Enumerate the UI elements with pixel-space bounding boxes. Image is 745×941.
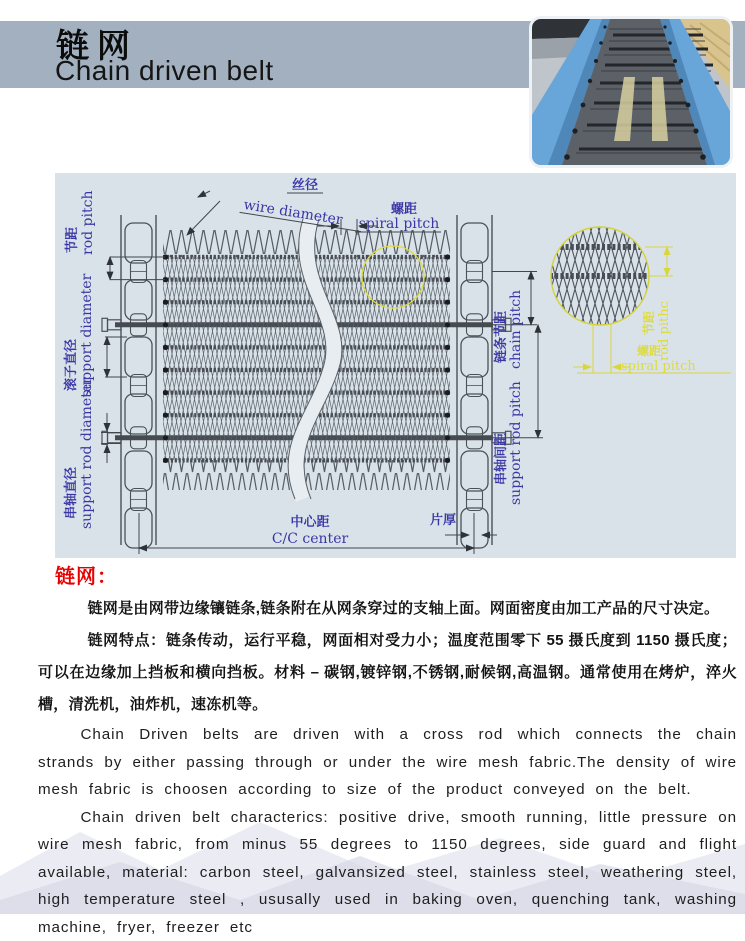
svg-text:support rod pitch: support rod pitch	[508, 381, 524, 505]
svg-text:C/C center: C/C center	[272, 531, 349, 547]
svg-text:chain pitch: chain pitch	[508, 290, 524, 369]
svg-text:串轴间距: 串轴间距	[493, 433, 509, 485]
paragraph-en-2: Chain driven belt characterics: positive drive, smooth running, little pressure on wire mesh fabric, from minus 55 degrees to 1150 degrees, side guard and flight available, material: carbon steel, galvansized steel, stainless steel, weathering steel, high temperature steel , ususally used in baking oven, quenching tank, washing machine, fryer, freezer etc	[38, 804, 737, 941]
svg-text:滚子直径: 滚子直径	[63, 339, 79, 391]
dim-support-rod-diameter	[63, 377, 121, 529]
dim-support-diameter	[63, 273, 127, 397]
svg-text:rod pitch: rod pitch	[80, 191, 96, 255]
conveyor-photo-art	[532, 19, 730, 165]
svg-text:rod pithc: rod pithc	[657, 301, 672, 361]
svg-text:链条节距: 链条节距	[493, 311, 509, 363]
svg-text:节距: 节距	[64, 227, 80, 253]
section-heading: 链网：	[55, 560, 737, 589]
technical-drawing	[55, 173, 736, 558]
svg-text:spiral pitch: spiral pitch	[359, 216, 440, 232]
svg-text:螺距: 螺距	[391, 201, 417, 217]
svg-text:片厚: 片厚	[430, 512, 456, 528]
svg-text:spiral pitch: spiral pitch	[621, 359, 696, 374]
svg-text:support diameter: support diameter	[79, 273, 95, 397]
dim-chain-pitch	[492, 272, 537, 370]
svg-text:丝径: 丝径	[292, 177, 318, 193]
dim-rod-pitch	[64, 191, 165, 280]
svg-text:support rod diameter: support rod diameter	[79, 377, 95, 529]
svg-text:wire diameter: wire diameter	[242, 197, 343, 228]
svg-text:节距: 节距	[641, 311, 656, 335]
diagram-panel	[55, 173, 736, 558]
conveyor-photo	[529, 16, 733, 168]
svg-text:串轴直径: 串轴直径	[63, 467, 79, 519]
paragraph-zh-2: 链网特点：链条传动，运行平稳，网面相对受力小；温度范围零下 55 摄氏度到 1150 摄氏度；可以在边缘加上挡板和横向挡板。材料 – 碳钢,镀锌钢,不锈钢,耐候钢,高温钢。通常使用在烤炉，淬火槽，清洗机，油炸机，速冻机等。	[38, 625, 737, 721]
right-chain	[457, 215, 511, 548]
svg-text:中心距: 中心距	[290, 514, 329, 530]
svg-text:螺距: 螺距	[637, 343, 661, 358]
paragraph-en-1: Chain Driven belts are driven with a cross rod which connects the chain strands by either passing through or under the wire mesh fabric.The density of wire mesh fabric is choosen according to size of the product conveyed on the belt.	[38, 721, 737, 804]
page-title-zh: 链网	[56, 20, 138, 67]
detail-circle	[549, 225, 651, 327]
page-subtitle-en: Chain driven belt	[55, 55, 274, 87]
description-section	[38, 560, 737, 941]
paragraph-zh-1: 链网是由网带边缘镶链条,链条附在从网条穿过的支轴上面。网面密度由加工产品的尺寸决定。	[38, 593, 737, 625]
dim-sheet-thickness	[430, 512, 497, 535]
dim-cc-center	[139, 513, 474, 554]
